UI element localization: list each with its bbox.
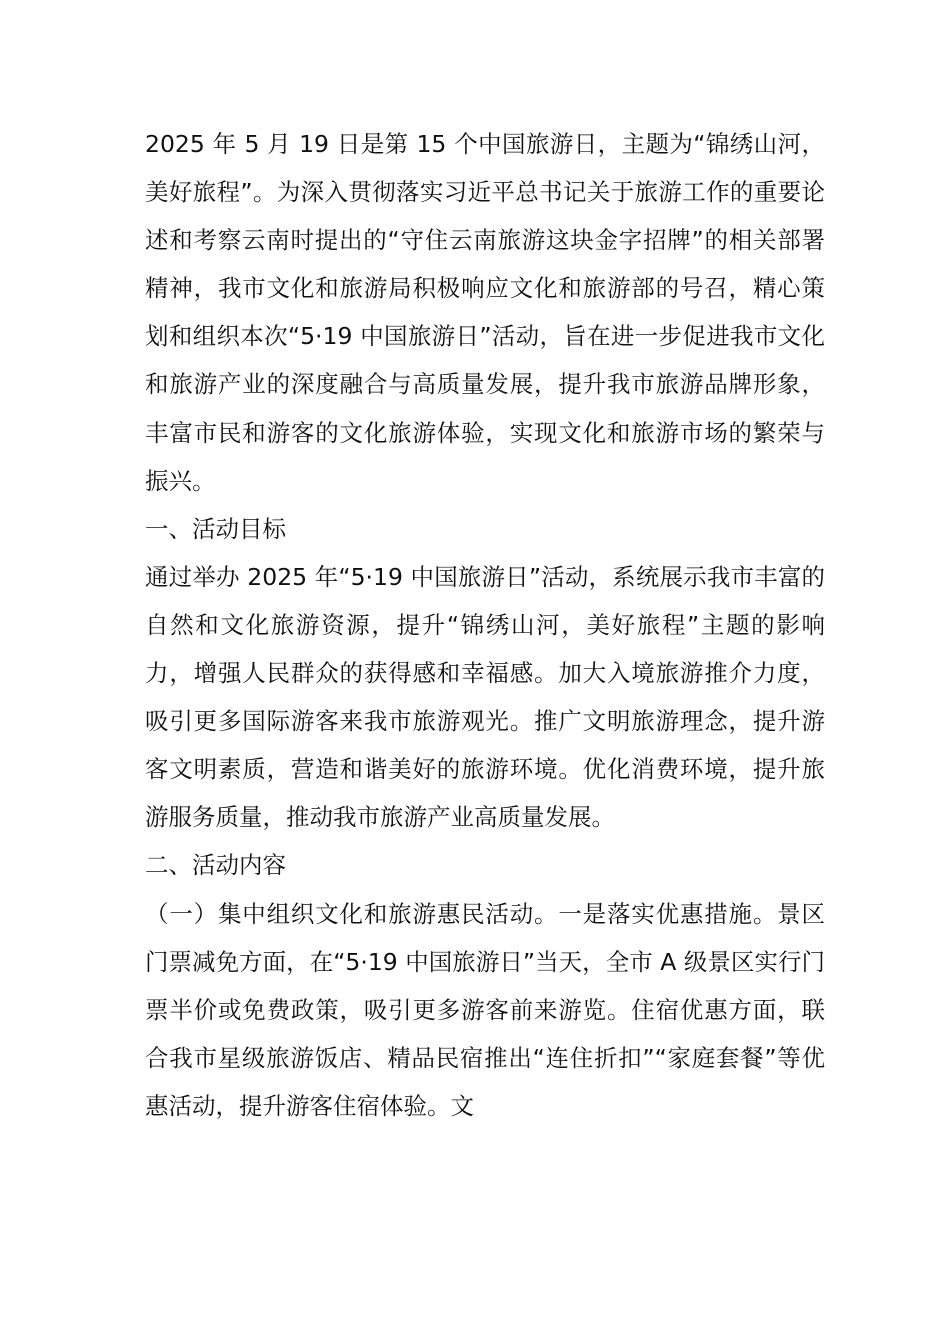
content-paragraph: （一）集中组织文化和旅游惠民活动。一是落实优惠措施。景区门票减免方面，在“5·19 中国旅游日”当天，全市 A 级景区实行门票半价或免费政策，吸引更多游客前来游览。住宿优惠方面，联合我市星级旅游饭店、精品民宿推出“连住折扣”“家庭套餐”等优惠活动，提升游客住宿体验。文 bbox=[145, 899, 825, 1120]
section-heading-objectives: 一、活动目标 bbox=[145, 514, 286, 543]
section-heading-content: 二、活动内容 bbox=[145, 851, 286, 880]
objectives-paragraph: 通过举办 2025 年“5·19 中国旅游日”活动，系统展示我市丰富的自然和文化旅游资源，提升“锦绣山河，美好旅程”主题的影响力，增强人民群众的获得感和幸福感。加大入境旅游推介力度，吸引更多国际游客来我市旅游观光。推广文明旅游理念，提升游客文明素质，营造和谐美好的旅游环境。优化消费环境，提升旅游服务质量，推动我市旅游产业高质量发展。 bbox=[145, 562, 825, 832]
intro-paragraph: 2025 年 5 月 19 日是第 15 个中国旅游日，主题为“锦绣山河，美好旅程”。为深入贯彻落实习近平总书记关于旅游工作的重要论述和考察云南时提出的“守住云南旅游这块金字招牌”的相关部署精神，我市文化和旅游局积极响应文化和旅游部的号召，精心策划和组织本次“5·19 中国旅游日”活动，旨在进一步促进我市文化和旅游产业的深度融合与高质量发展，提升我市旅游品牌形象，丰富市民和游客的文化旅游体验，实现文化和旅游市场的繁荣与振兴。 bbox=[145, 130, 825, 495]
document-body bbox=[145, 120, 825, 1130]
